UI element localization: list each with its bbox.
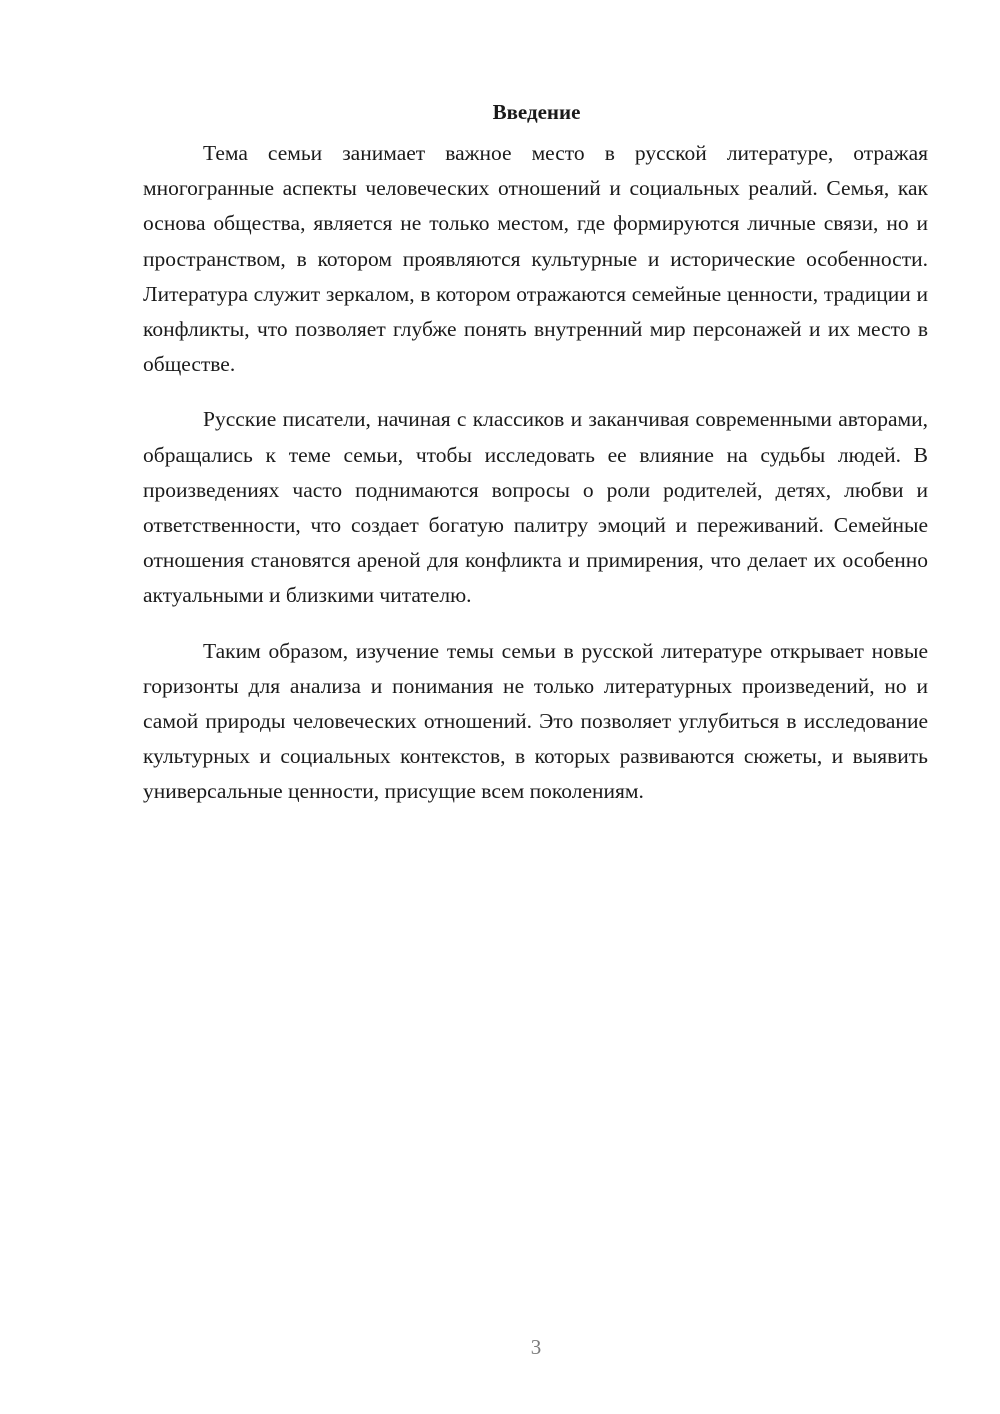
section-title: Введение — [492, 100, 581, 124]
paragraph-2: Русские писатели, начиная с классиков и заканчивая современными авторами, обращались к теме семьи, чтобы исследовать ее влияние на судьбы людей. В произведениях часто поднимаются вопросы о роли родителей, детях, любви и ответственности, что создает богатую палитру эмоций и переживаний. Семейные отношения становятся ареной для конфликта и примирения, что делает их особенно актуальными и близкими читателю. — [143, 407, 928, 608]
paragraph-3: Таким образом, изучение темы семьи в русской литературе открывает новые горизонты для анализа и понимания не только литературных произведений, но и самой природы человеческих отношений. Это позволяет углубиться в исследование культурных и социальных контекстов, в которых развиваются сюжеты, и выявить универсальные ценности, присущие всем поколениям. — [143, 638, 928, 804]
paragraph-1: Тема семьи занимает важное место в русской литературе, отражая многогранные аспекты человеческих отношений и социальных реалий. Семья, как основа общества, является не только местом, где формируются личные связи, но и пространством, в котором проявляются культурные и исторические особенности. Литература служит зеркалом, в котором отражаются семейные ценности, традиции и конфликты, что позволяет глубже понять внутренний мир персонажей и их место в обществе. — [143, 141, 928, 377]
page-number: 3 — [530, 1335, 542, 1359]
page-content — [143, 96, 928, 810]
